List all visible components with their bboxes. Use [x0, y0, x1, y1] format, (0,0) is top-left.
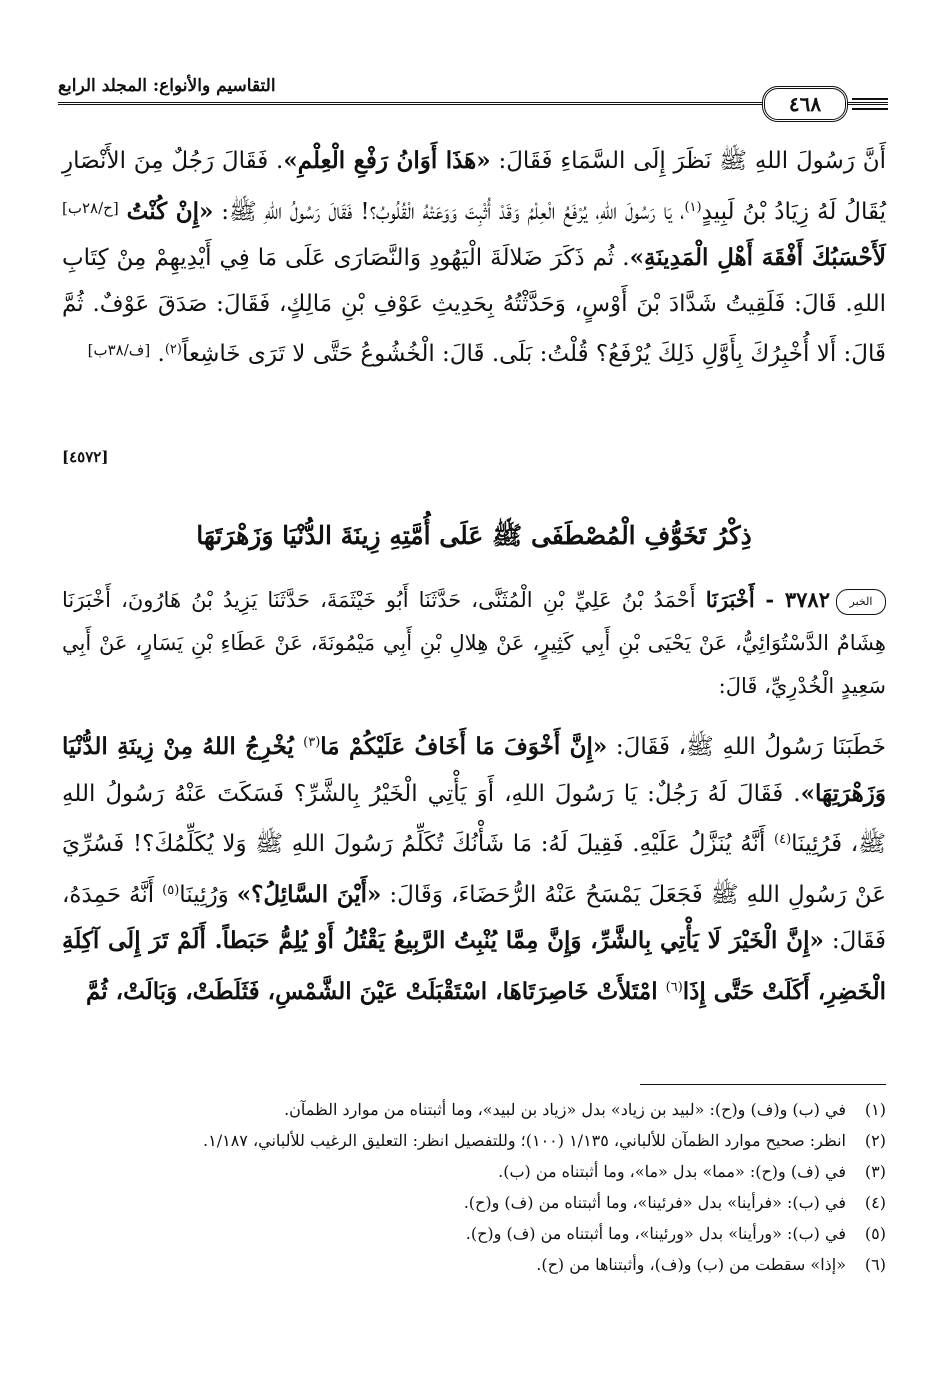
- paragraph-2: [62, 578, 886, 708]
- footnote-text: في (ف) و(ح): «مما» بدل «ما»، وما أثبتناه من (ب).: [498, 1162, 846, 1181]
- running-title: التقاسيم والأنواع: المجلد الرابع: [58, 76, 286, 96]
- p1-text-d: ، يَا رَسُولَ اللهِ، يُرْفَعُ الْعِلْمُ وَقَدْ أُثْبِتَ وَوَعَتْهُ الْقُلُوبُ؟! فَقَالَ رَسُولُ اللهِ ﷺ:: [213, 198, 685, 225]
- p3-text-e: أَنَّهُ يُنَزَّلُ عَلَيْهِ. فَقِيلَ لَهُ: مَا شَأْنُكَ تُكَلِّمُ رَسُولَ اللهِ ﷺ وَلا يُكَلِّمُكَ؟! فَسُرِّيَ عَنْ رَسُولِ اللهِ ﷺ فَجَعَلَ يَمْسَحُ عَنْهُ الرُّحَضَاءَ، وَقَالَ:: [62, 831, 886, 908]
- p1-text-h: .: [157, 341, 165, 367]
- p3-text-a: خَطَبَنَا رَسُولُ اللهِ ﷺ، فَقَالَ:: [607, 734, 886, 760]
- isnad-text: أَحْمَدُ بْنُ عَلِيِّ بْنِ الْمُثَنَّى، حَدَّثَنَا أَبُو خَيْثَمَةَ، حَدَّثَنَا يَزِيدُ بْنُ هَارُونَ، أَخْبَرَنَا هِشَامٌ الدَّسْتُوَائِيُّ، عَنْ يَحْيَى بْنِ أَبِي كَثِيرٍ، عَنْ هِلالِ بْنِ أَبِي مَيْمُونَةَ، عَنْ عَطَاءِ بْنِ يَسَارٍ، عَنْ أَبِي سَعِيدٍ الْخُدْرِيِّ، قَالَ:: [62, 588, 886, 698]
- manuscript-ref-1: [ح/٢٨ب]: [62, 198, 119, 217]
- khabar-badge: الخبر: [836, 589, 886, 615]
- p3-quote-b: «إِنَّ أَخْوَفَ مَا أَخَافُ عَلَيْكُمْ مَا: [320, 733, 608, 760]
- p3-quote-j: امْتَلأَتْ خَاصِرَتَاهَا، اسْتَقْبَلَتْ عَيْنَ الشَّمْسِ، فَثَلَطَتْ، وَبَالَتْ، ثُمَّ: [85, 977, 666, 1005]
- footnotes: [62, 1096, 886, 1282]
- p3-text-d: . فَقَالَ لَهُ رَجُلٌ: يَا رَسُولَ اللهِ، أَوَ يَأْتِي الْخَيْرُ بِالشَّرِّ؟ فَسَكَتَ عَنْهُ رَسُولُ اللهِ ﷺ، فَرُئِينَا: [62, 780, 886, 857]
- footnote-number: (٦): [864, 1255, 886, 1274]
- footnote-text: في (ب) و(ف) و(ح): «لبيد بن زياد» بدل «زياد بن لبيد»، وما أثبتناه من موارد الظمآن.: [284, 1100, 846, 1119]
- footnote-number: (٣): [864, 1162, 886, 1181]
- p3-quote-f: «أَيْنَ السَّائِلُ؟»: [236, 880, 382, 908]
- footnote-number: (٥): [864, 1224, 886, 1243]
- p1-text-g: . ثُم ذَكَرَ ضَلالَةَ الْيَهُودِ وَالنَّصَارَى عَلَى مَا فِي أَيْدِيهِمْ مِنْ كِتَابِ اللهِ. قَالَ: فَلَقِيتُ شَدَّادَ بْنَ أَوْسٍ، وَحَدَّثْتُهُ بِحَدِيثِ عَوْفِ بْنِ مَالِكٍ، فَقَالَ: صَدَقَ عَوْفٌ. ثُمَّ قَالَ: أَلا أُخْبِرُكَ بِأَوَّلِ ذَلِكَ يُرْفَعُ؟ قُلْتُ: بَلَى. قَالَ: الْخُشُوعُ حَتَّى لا تَرَى خَاشِعاً: [62, 245, 886, 367]
- footnote-2: [62, 1127, 886, 1154]
- footnote-text: انظر: صحيح موارد الظمآن للألباني، ١/١٣٥ (١٠٠)؛ وللتفصيل انظر: التعليق الرغيب للألباني، ١/١٨٧.: [203, 1131, 846, 1150]
- paragraph-1: [62, 138, 886, 378]
- p3-text-h: أَنَّهُ حَمِدَهُ، فَقَالَ:: [62, 881, 886, 954]
- footnote-ref-5: (٥): [162, 882, 180, 898]
- footnote-text: في (ب): «ورأينا» بدل «ورئينا»، وما أثبتناه من (ف) و(ح).: [465, 1224, 846, 1243]
- footnote-ref-6: (٦): [665, 979, 683, 995]
- hadith-end-number: [٤٥٧٢]: [62, 448, 109, 466]
- p3-quote-c: يُخْرِجُ اللهُ مِنْ زِينَةِ الدُّنْيَا وَزَهْرَتِهَا»: [62, 733, 886, 807]
- hadith-number: ٣٧٨٢: [784, 587, 830, 612]
- footnote-text: في (ب): «فرأينا» بدل «فرئينا»، وما أثبتناه من (ف) و(ح).: [463, 1193, 846, 1212]
- page-number: ٤٦٨: [762, 86, 848, 122]
- manuscript-ref-2: [ف/٣٨ب]: [87, 341, 151, 359]
- footnote-text: «إذا» سقطت من (ب) و(ف)، وأثبتناها من (ح).: [536, 1255, 846, 1274]
- footnote-6: [62, 1251, 886, 1278]
- section-heading: ذِكْرُ تَخَوُّفِ الْمُصْطَفَى ﷺ عَلَى أُمَّتِهِ زِينَةَ الدُّنْيَا وَزَهْرَتَهَا: [196, 521, 752, 550]
- header-ornament: [852, 98, 888, 110]
- p3-text-g: وَرُئِينَا: [179, 881, 237, 908]
- footnote-4: [62, 1189, 886, 1216]
- footnote-number: (١): [864, 1100, 886, 1119]
- hadith-dash: -: [754, 587, 785, 612]
- footnote-number: (٤): [864, 1193, 886, 1212]
- footnote-ref-4: (٤): [774, 832, 792, 847]
- footnote-ref-3: (٣): [303, 735, 321, 750]
- p1-quote-e: «إِنْ كُنْتُ: [126, 197, 214, 225]
- p1-text-c: . فَقَالَ رَجُلٌ مِنَ الأَنْصَارِ يُقَالُ لَهُ زِيَادُ بْنُ لَبِيدٍ: [62, 148, 887, 225]
- footnote-separator: [640, 1084, 886, 1085]
- footnote-number: (٢): [864, 1131, 886, 1150]
- p1-text-a: أَنَّ رَسُولَ اللهِ ﷺ نَظَرَ إِلَى السَّمَاءِ فَقَالَ:: [490, 148, 886, 174]
- footnote-ref-2: (٢): [164, 342, 182, 357]
- footnote-1: [62, 1096, 886, 1123]
- paragraph-3: [62, 720, 886, 1015]
- p3-quote-i: «إِنَّ الْخَيْرَ لَا يَأْتِي بِالشَّرِّ، وَإِنَّ مِمَّا يُنْبِتُ الرَّبِيعُ يَقْتُلُ أَوْ يُلِمُّ حَبَطاً. أَلَمْ تَرَ إِلَى آكِلَةِ الْخَضِرِ، أَكَلَتْ حَتَّى إِذَا: [62, 927, 886, 1005]
- footnote-3: [62, 1158, 886, 1185]
- akhbarana: أَخْبَرَنَا: [705, 587, 755, 612]
- page-header: [58, 72, 888, 116]
- p1-quote-a: «هَذَا أَوَانُ رَفْعِ الْعِلْمِ»: [283, 147, 491, 174]
- footnote-5: [62, 1220, 886, 1247]
- p1-quote-f: لَأَحْسَبُكَ أَفْقَهَ أَهْلِ الْمَدِينَةِ»: [629, 244, 886, 271]
- footnote-ref-1: (١): [684, 199, 702, 215]
